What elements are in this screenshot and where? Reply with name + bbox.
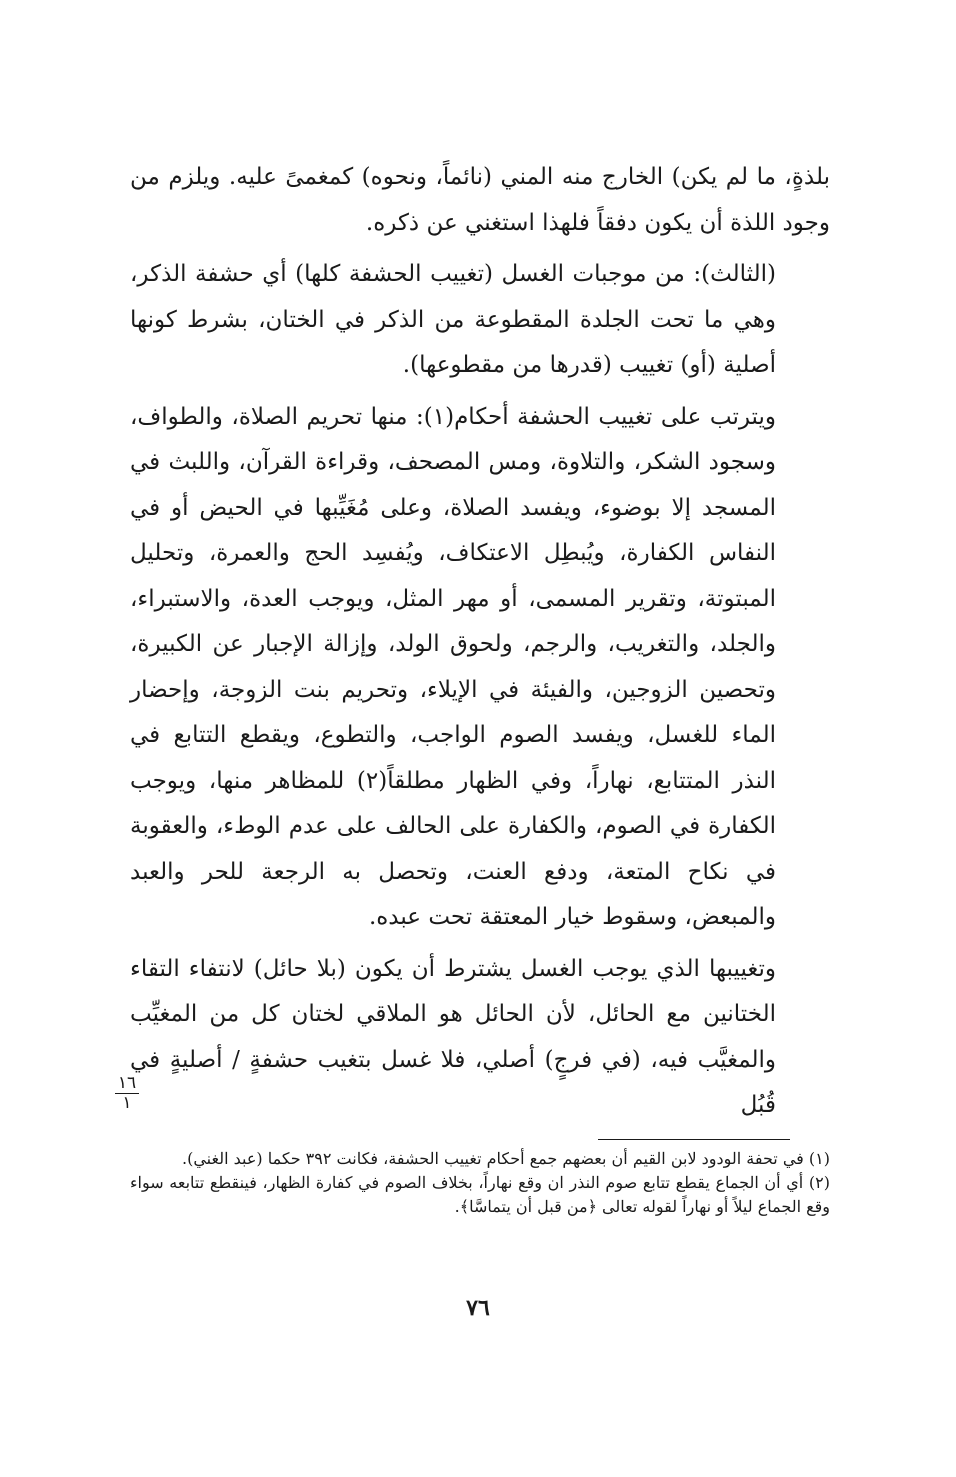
paragraph-1: بلذةٍ، ما لم يكن) الخارج منه المني (نائماً، ونحوه) كمغمىً عليه. ويلزم من وجود اللذة أن يكون دفقاً فلهذا استغني عن ذكره. [130, 164, 830, 236]
footnote-2: (٢) أي أن الجماع يقطع تتابع صوم النذر ان وقع نهاراً، بخلاف الصوم في كفارة الظهار، فينقطع تتابعه سواء وقع الجماع ليلاً أو نهاراً لقوله تعالى ﴿من قبل أن يتماسَّا﴾. [130, 1173, 830, 1216]
footnotes [130, 1147, 830, 1219]
paragraph-3: ويترتب على تغييب الحشفة أحكام(١): منها تحريم الصلاة، والطواف، وسجود الشكر، والتلاوة، ومس المصحف، وقراءة القرآن، واللبث في المسجد إلا بوضوء، ويفسد الصلاة، وعلى مُغَيِّبها في الحيض أو في النفاس الكفارة، ويُبطِل الاعتكاف، ويُفسِد الحج والعمرة، وتحليل المبتوتة، وتقرير المسمى، أو مهر المثل، ويوجب العدة، والاستبراء، والجلد، والتغريب، والرجم، ولحوق الولد، وإزالة الإجبار عن الكبيرة، وتحصين الزوجين، والفيئة في الإيلاء، وتحريم بنت الزوجة، وإحضار الماء للغسل، ويفسد الصوم الواجب، والتطوع، ويقطع التتابع في النذر المتتابع، نهاراً، وفي الظهار مطلقاً(٢) للمظاهر منها، ويوجب الكفارة في الصوم، والكفارة على الحالف على عدم الوطء، والعقوبة في نكاح المتعة، ودفع العنت، وتحصل به الرجعة للحر والعبد والمبعض، وسقوط خيار المعتقة تحت عبده. [130, 403, 776, 930]
footnote-1: (١) في تحفة الودود لابن القيم أن بعضهم جمع أحكام تغييب الحشفة، فكانت ٣٩٢ حكما (عبد الغني). [182, 1149, 830, 1168]
page-number: ٧٦ [466, 1295, 490, 1321]
paragraph-4: وتغييبها الذي يوجب الغسل يشترط أن يكون (بلا حائل) لانتفاء التقاء الختانين مع الحائل، لأن الحائل هو الملاقي لختان كل من المغيِّب والمغيَّب فيه، (في فرجٍ) أصلي، فلا غسل بتغيب حشفةٍ / أصليةٍ في قُبُل [130, 955, 776, 1118]
paragraph-2: (الثالث): من موجبات الغسل (تغييب الحشفة كلها) أي حشفة الذكر، وهي ما تحت الجلدة المقطوعة من الذكر في الختان، بشرط كونها أصلية (أو) تغييب (قدرها من مقطوعها). [130, 261, 776, 378]
main-text [130, 155, 830, 1129]
footnote-separator [598, 1139, 790, 1140]
folio-number: ١٦ [115, 1074, 139, 1094]
manuscript-folio-marker [115, 1074, 139, 1113]
folio-side: ١ [122, 1093, 132, 1113]
